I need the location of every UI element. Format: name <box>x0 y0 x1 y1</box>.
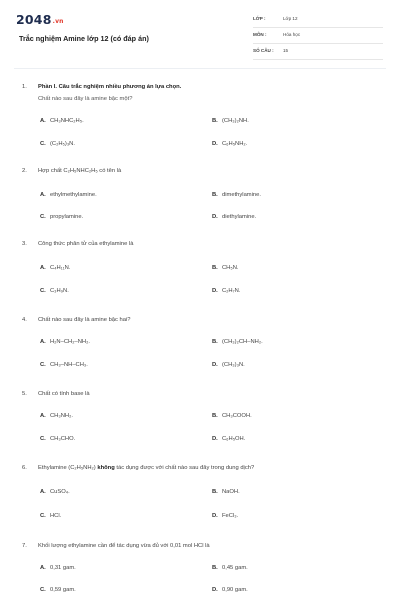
question-text: Chất có tính base là <box>38 391 90 397</box>
logo-text: 2048 <box>16 12 52 27</box>
meta-value: Hóa học <box>283 32 301 37</box>
meta-row-count <box>253 44 383 60</box>
option-letter: A. <box>40 339 46 345</box>
option-text: CH₃CHO. <box>50 436 76 442</box>
option-c[interactable] <box>40 214 83 220</box>
option-letter: B. <box>212 413 218 419</box>
option-text: 0,45 gam. <box>222 565 248 571</box>
option-a[interactable] <box>40 413 73 419</box>
option-text: CH₃–NH–CH₃. <box>50 362 88 368</box>
option-letter: A. <box>40 489 46 495</box>
meta-key: LỚP : <box>253 16 266 21</box>
option-text: H₂N–CH₂–NH₂. <box>50 339 90 345</box>
option-text: propylamine. <box>50 214 84 220</box>
option-text: CH₃NHC₂H₅. <box>50 118 84 124</box>
option-d[interactable] <box>212 513 238 519</box>
option-letter: C. <box>40 513 46 519</box>
question-number: 7. <box>22 543 27 549</box>
option-d[interactable] <box>212 288 240 294</box>
option-text: dimethylamine. <box>222 192 261 198</box>
meta-value: Lớp 12 <box>283 16 298 21</box>
option-letter: D. <box>212 362 218 368</box>
option-letter: D. <box>212 436 218 442</box>
option-letter: B. <box>212 265 218 271</box>
option-letter: C. <box>40 362 46 368</box>
meta-row-class <box>253 12 383 28</box>
option-b[interactable] <box>212 339 263 345</box>
option-text: C₆H₅OH. <box>222 436 246 442</box>
option-c[interactable] <box>40 513 61 519</box>
logo-tld: .vn <box>52 18 64 25</box>
option-b[interactable] <box>212 565 248 571</box>
option-d[interactable] <box>212 587 248 593</box>
page-header <box>0 0 400 66</box>
option-b[interactable] <box>212 489 240 495</box>
option-b[interactable] <box>212 413 252 419</box>
option-letter: A. <box>40 565 46 571</box>
question-text <box>38 465 383 471</box>
option-c[interactable] <box>40 141 75 147</box>
option-a[interactable] <box>40 118 84 124</box>
option-letter: A. <box>40 265 46 271</box>
option-text: (CH₃)₂NH. <box>222 118 249 124</box>
option-letter: B. <box>212 192 218 198</box>
header-divider <box>14 68 386 69</box>
option-text: (CH₃)₃N. <box>222 362 245 368</box>
option-d[interactable] <box>212 141 247 147</box>
option-text: FeCl₃. <box>222 513 239 519</box>
option-text: 0,31 gam. <box>50 565 76 571</box>
option-letter: B. <box>212 489 218 495</box>
question-number: 1. <box>22 84 27 90</box>
option-text: C₃H₉N. <box>50 288 69 294</box>
question-subtext: Chất nào sau đây là amine bậc một? <box>38 96 133 102</box>
option-d[interactable] <box>212 436 245 442</box>
option-letter: A. <box>40 192 46 198</box>
option-text: CH₅N. <box>222 265 239 271</box>
option-letter: A. <box>40 413 46 419</box>
option-letter: A. <box>40 118 46 124</box>
option-letter: C. <box>40 436 46 442</box>
option-c[interactable] <box>40 288 69 294</box>
section-heading: Phần I. Câu trắc nghiệm nhiều phương án lựa chọn. <box>38 84 182 90</box>
option-letter: D. <box>212 288 218 294</box>
option-letter: C. <box>40 587 46 593</box>
option-a[interactable] <box>40 265 70 271</box>
option-letter: D. <box>212 141 218 147</box>
option-text: ethylmethylamine. <box>50 192 97 198</box>
option-text: 0,59 gam. <box>50 587 76 593</box>
question-text: Công thức phân tử của ethylamine là <box>38 241 134 247</box>
option-d[interactable] <box>212 214 256 220</box>
option-text: (CH₃)₂CH–NH₂. <box>222 339 263 345</box>
option-b[interactable] <box>212 118 249 124</box>
option-letter: D. <box>212 513 218 519</box>
option-c[interactable] <box>40 362 88 368</box>
question-number: 4. <box>22 317 27 323</box>
option-b[interactable] <box>212 192 261 198</box>
option-letter: D. <box>212 214 218 220</box>
question-number: 3. <box>22 241 27 247</box>
option-text: CH₃COOH. <box>222 413 252 419</box>
question-text: Chất nào sau đây là amine bậc hai? <box>38 317 131 323</box>
meta-key: SỐ CÂU : <box>253 48 274 53</box>
option-letter: D. <box>212 587 218 593</box>
option-d[interactable] <box>212 362 245 368</box>
option-text: HCl. <box>50 513 62 519</box>
option-text: C₄H₁₁N. <box>50 265 71 271</box>
option-text: NaOH. <box>222 489 240 495</box>
question-number: 5. <box>22 391 27 397</box>
option-text: 0,90 gam. <box>222 587 248 593</box>
question-text-part: tác dụng được với chất nào sau đây trong dung dịch? <box>116 465 255 471</box>
option-letter: C. <box>40 141 46 147</box>
option-text: CH₃NH₂. <box>50 413 73 419</box>
option-a[interactable] <box>40 489 70 495</box>
question-text-part: Ethylamine (C₂H₅NH₂) <box>38 465 96 471</box>
option-a[interactable] <box>40 339 90 345</box>
option-text: diethylamine. <box>222 214 257 220</box>
meta-row-subject <box>253 28 383 44</box>
option-letter: B. <box>212 339 218 345</box>
question-text <box>38 84 383 90</box>
option-text: CuSO₄. <box>50 489 70 495</box>
option-c[interactable] <box>40 587 76 593</box>
option-b[interactable] <box>212 265 239 271</box>
meta-info <box>253 12 383 60</box>
question-text: Khối lượng ethylamine cần để tác dụng vừa đủ với 0,01 mol HCl là <box>38 543 210 549</box>
option-letter: C. <box>40 214 46 220</box>
page-title: Trắc nghiệm Amine lớp 12 (có đáp án) <box>19 34 149 43</box>
option-letter: C. <box>40 288 46 294</box>
option-a[interactable] <box>40 565 76 571</box>
site-logo[interactable] <box>16 12 64 27</box>
question-text: Hợp chất C₂H₅NHC₂H₅ có tên là <box>38 168 122 174</box>
option-text: C₆H₅NH₂. <box>222 141 248 147</box>
option-letter: B. <box>212 565 218 571</box>
option-letter: B. <box>212 118 218 124</box>
meta-value: 15 <box>283 48 289 53</box>
question-number: 6. <box>22 465 27 471</box>
option-a[interactable] <box>40 192 97 198</box>
option-text: C₂H₇N. <box>222 288 241 294</box>
option-c[interactable] <box>40 436 75 442</box>
option-text: (C₂H₅)₃N. <box>50 141 75 147</box>
question-emphasis: không <box>97 465 115 471</box>
meta-key: MÔN : <box>253 32 267 37</box>
question-number: 2. <box>22 168 27 174</box>
